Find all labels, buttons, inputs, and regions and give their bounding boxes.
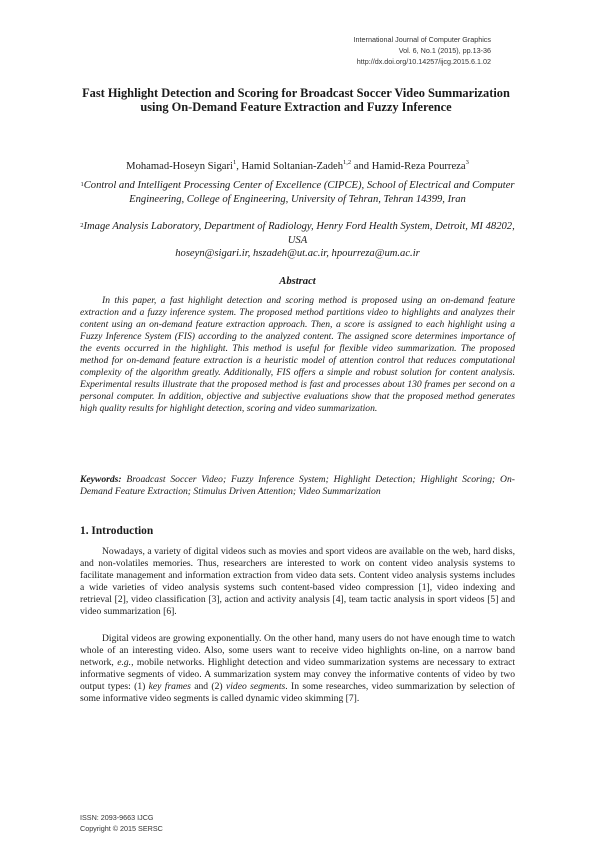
footer-copyright: Copyright © 2015 SERSC — [80, 824, 163, 833]
author-name: Hamid Soltanian-Zadeh — [241, 161, 344, 172]
author-separator: and — [351, 161, 372, 172]
affiliation-marker: 1 — [80, 181, 84, 188]
footer-issn: ISSN: 2093-9663 IJCG — [80, 813, 154, 822]
affiliation-2 — [80, 220, 515, 261]
abstract-text: In this paper, a fast highlight detection and scoring method is proposed using an on-demand feature extraction and a fuzzy inference system. The proposed method partitions video to highlights and analyzes their content using an on-demand feature extraction approach. Then, a score is assigned to each highlight using a Fuzzy Inference System (FIS) according to the analyzed content. The assigned score determines importance of the events occurred in the highlight. This method is useful for flexible video summarization. The proposed method for on-demand feature extraction is a heuristic model of attention control that reduces computational complexity of the algorithm greatly. Additionally, FIS offers a simple and robust solution for content analysis. Experimental results illustrate that the proposed method is fast and processes about 130 frames per second on a personal computer. In addition, objective and subjective evaluations show that the proposed method generates high quality results for highlight detection, scoring and video summarization. — [80, 295, 515, 414]
para-text: and (2) — [190, 681, 226, 692]
author-separator: , — [236, 161, 242, 172]
para-text: Digital videos are growing exponentially. On the other hand, many users do not have enough time to watch whole of an interesting video. Also, some users want to receive video highlights on-line, on a narrow band network, — [80, 633, 515, 668]
author-affil-marker: 1,2 — [343, 159, 352, 166]
para-emphasis: key frames — [148, 681, 191, 692]
keywords-text: Broadcast Soccer Video; Fuzzy Inference System; Highlight Detection; Highlight Scoring; On-Demand Feature Extraction; Stimulus Driven Attention; Video Summarization — [80, 474, 515, 497]
para-emphasis: video segments — [225, 681, 286, 692]
intro-paragraph-2 — [80, 633, 515, 705]
affiliation-marker: 2 — [80, 222, 84, 229]
paper-title: Fast Highlight Detection and Scoring for Broadcast Soccer Video Summarization using On-Demand Feature Extraction and Fuzzy Inference — [82, 86, 510, 115]
affiliation-text: Image Analysis Laboratory, Department of Radiology, Henry Ford Health System, Detroit, MI 48202, USA — [83, 221, 515, 246]
para-text: , mobile networks. Highlight detection and video summarization systems are necessary to extract informative segments of video. A summarization system may convey the informative contents of video by two output types: (1) — [80, 657, 515, 692]
para-emphasis: e.g. — [117, 657, 132, 668]
journal-name: International Journal of Computer Graphics — [353, 35, 491, 44]
author-line — [60, 161, 535, 172]
author-name: Mohamad-Hoseyn Sigari — [126, 161, 233, 172]
author-affil-marker: 3 — [465, 159, 469, 166]
journal-volume: Vol. 6, No.1 (2015), pp.13-36 — [398, 46, 491, 55]
keywords-label: Keywords: — [80, 474, 122, 485]
affiliation-1 — [80, 179, 515, 206]
journal-header — [354, 34, 491, 67]
section-heading-introduction: 1. Introduction — [80, 525, 154, 537]
author-affil-marker: 1 — [232, 159, 237, 166]
para-text: . In some researches, video summarization by selection of some informative video segments is called dynamic video skimming [7]. — [80, 681, 515, 704]
author-emails[interactable]: hoseyn@sigari.ir, hszadeh@ut.ac.ir, hpourreza@um.ac.ir — [175, 248, 420, 260]
journal-doi[interactable]: http://dx.doi.org/10.14257/ijcg.2015.6.1.02 — [356, 57, 491, 66]
abstract-heading: Abstract — [279, 276, 316, 287]
author-name: Hamid-Reza Pourreza — [371, 161, 466, 172]
affiliation-text: Control and Intelligent Processing Center of Excellence (CIPCE), School of Electrical and Computer Engineering, College of Engineering, University of Tehran, Tehran 14399, Iran — [83, 180, 515, 205]
page-footer — [80, 812, 163, 834]
intro-paragraph-1: Nowadays, a variety of digital videos such as movies and sport videos are available on the web, hard disks, and non-volatiles memories. Thus, researchers are interested to work on content video analysis systems to facilitate management and information extraction from video data sets. Content video analysis systems includes a wide varieties of video analysis systems such content-based video compression [1], video indexing and retrieval [2], video classification [3], action and activity analysis [4], team tactic analysis in sport videos [5] and video summarization [6]. — [80, 546, 515, 617]
keywords — [80, 474, 515, 498]
